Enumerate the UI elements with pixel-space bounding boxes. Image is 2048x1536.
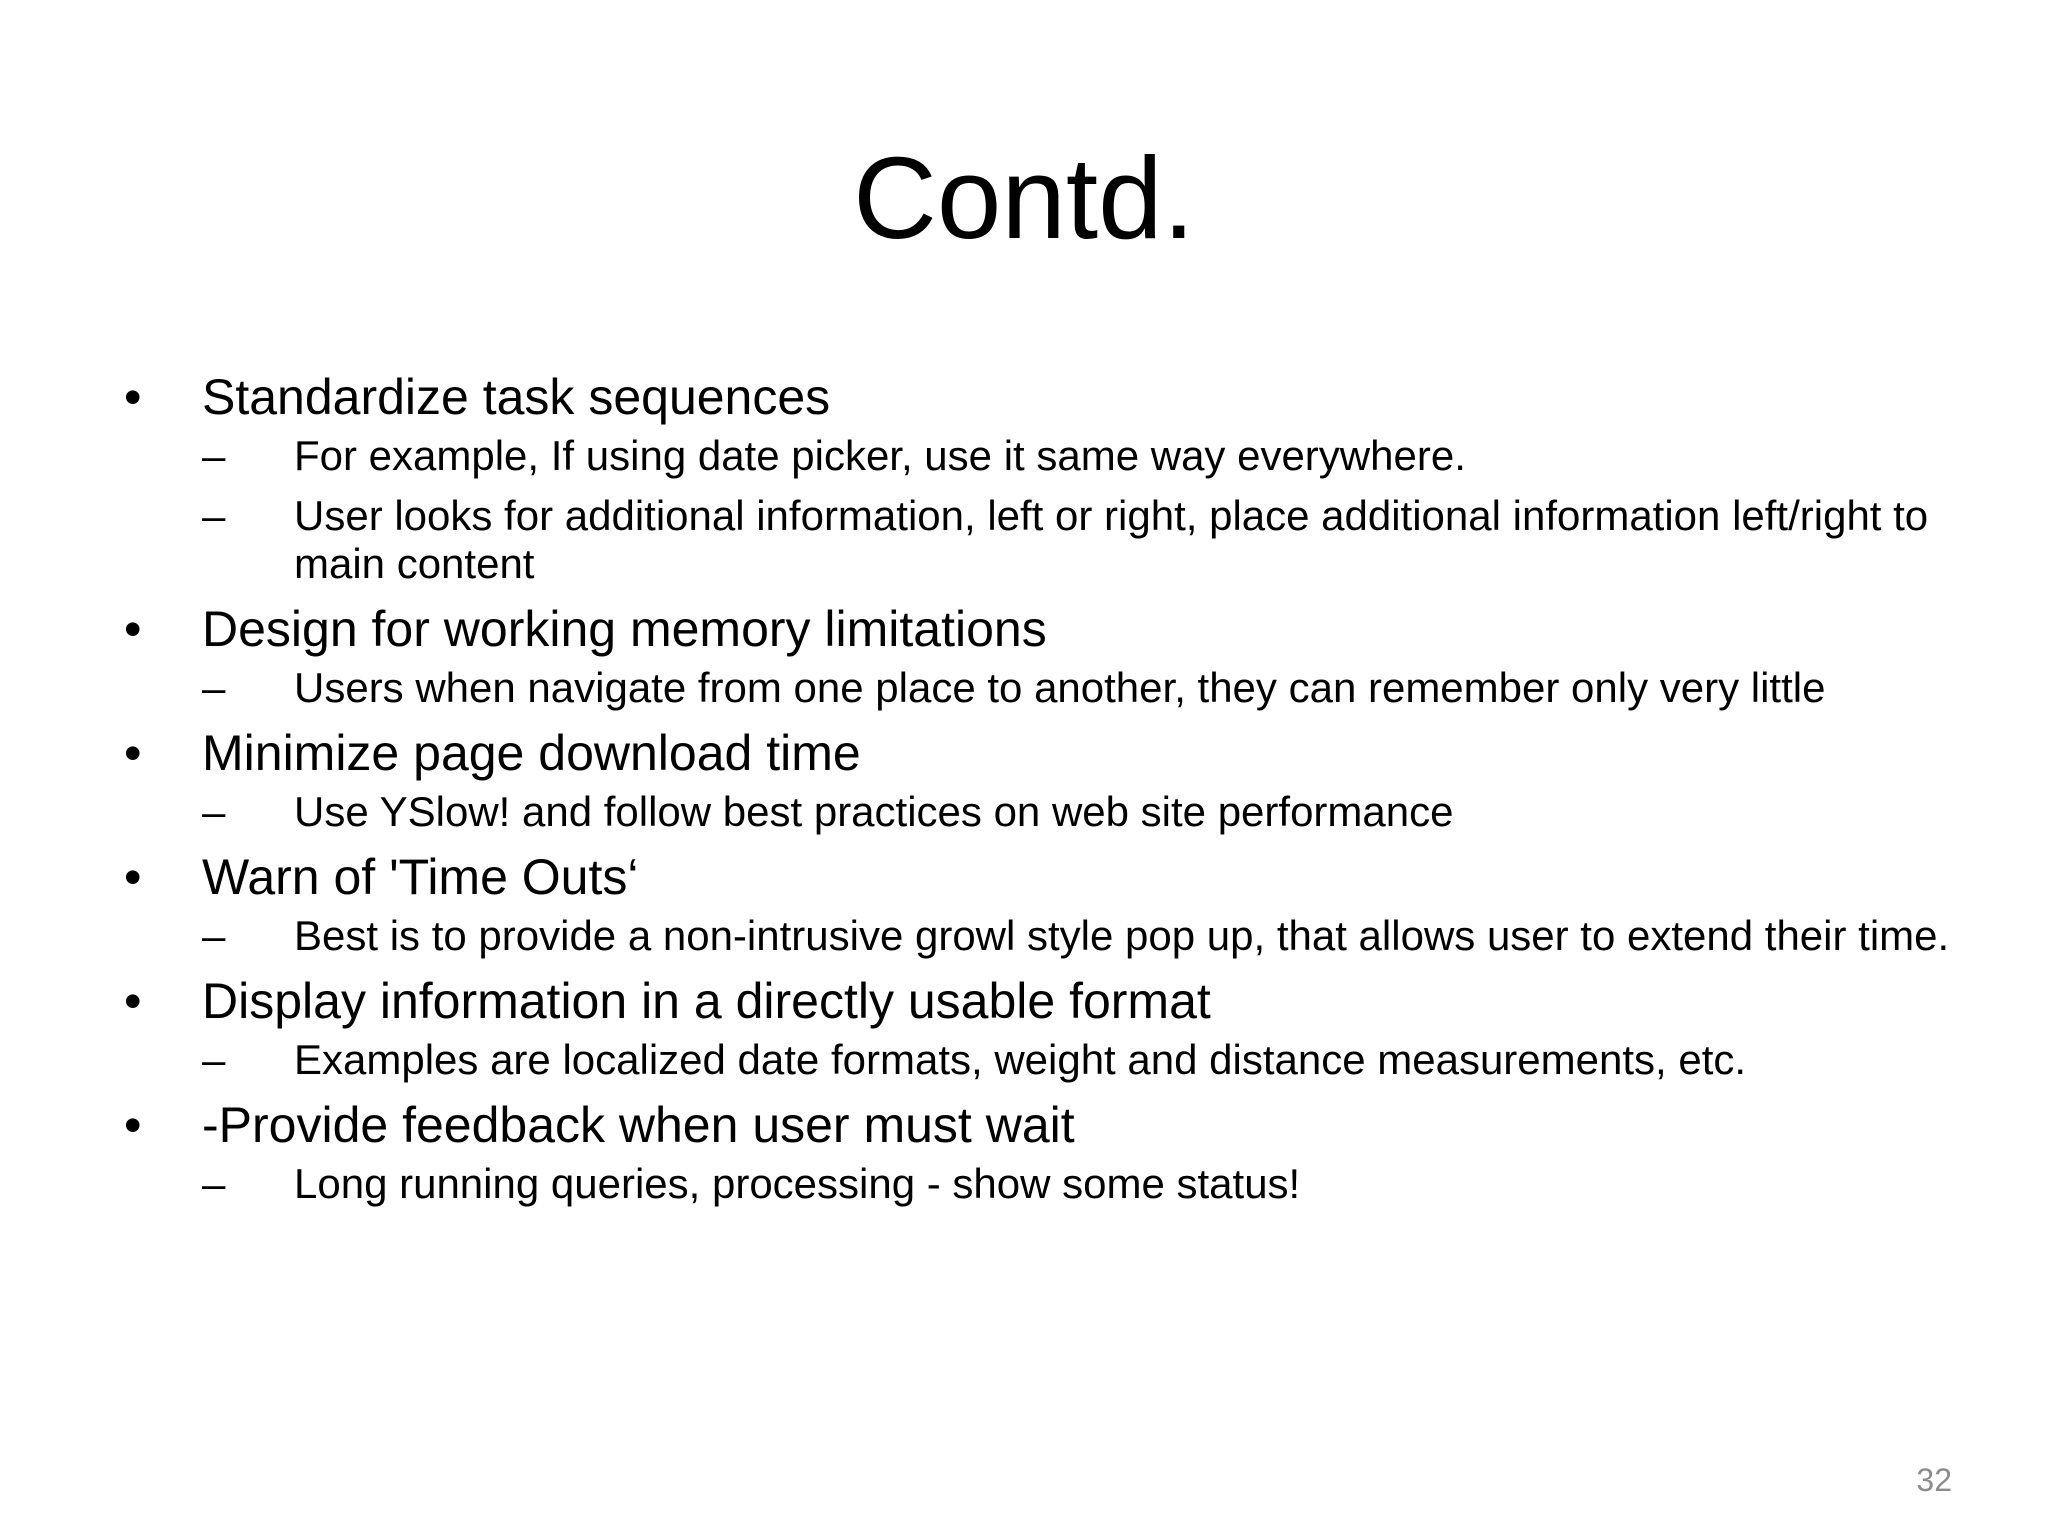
bullet-icon: •	[124, 1097, 142, 1153]
sub-list-item	[202, 492, 1950, 588]
page-number: 32	[1916, 1462, 1952, 1498]
bullet-icon: •	[124, 849, 142, 905]
sub-list	[202, 912, 1950, 960]
dash-icon: –	[202, 492, 226, 539]
list-item-text: Standardize task sequences	[202, 369, 831, 425]
sub-list	[202, 1160, 1950, 1208]
list-item	[120, 972, 1950, 1084]
sub-item-text: Use YSlow! and follow best practices on web site performance	[294, 788, 1454, 835]
sub-item-text: Examples are localized date formats, weight and distance measurements, etc.	[294, 1036, 1747, 1083]
bullet-icon: •	[124, 973, 142, 1029]
sub-list	[202, 1036, 1950, 1084]
sub-item-text: For example, If using date picker, use it same way everywhere.	[294, 432, 1466, 479]
sub-list-item	[202, 1160, 1950, 1208]
list-item-text: Minimize page download time	[202, 725, 861, 781]
dash-icon: –	[202, 912, 226, 959]
sub-item-text: Best is to provide a non-intrusive growl style pop up, that allows user to extend their time.	[294, 912, 1950, 959]
list-item-text: Display information in a directly usable format	[202, 973, 1211, 1029]
sub-item-text: Users when navigate from one place to another, they can remember only very little	[294, 664, 1826, 711]
sub-list	[202, 664, 1950, 712]
sub-list-item	[202, 912, 1950, 960]
dash-icon: –	[202, 1036, 226, 1083]
sub-item-text: User looks for additional information, left or right, place additional information left/right to main content	[294, 492, 1929, 587]
sub-list-item	[202, 788, 1950, 836]
sub-list-item	[202, 1036, 1950, 1084]
sub-list-item	[202, 664, 1950, 712]
sub-item-text: Long running queries, processing - show some status!	[294, 1160, 1301, 1207]
sub-list	[202, 788, 1950, 836]
list-item	[120, 368, 1950, 588]
sub-list-item	[202, 432, 1950, 480]
sub-list	[202, 432, 1950, 588]
list-item-text: -Provide feedback when user must wait	[202, 1097, 1075, 1153]
bullet-list	[120, 368, 1950, 1220]
list-item	[120, 724, 1950, 836]
list-item	[120, 848, 1950, 960]
list-item	[120, 1096, 1950, 1208]
dash-icon: –	[202, 1160, 226, 1207]
dash-icon: –	[202, 432, 226, 479]
list-item-text: Design for working memory limitations	[202, 601, 1047, 657]
dash-icon: –	[202, 664, 226, 711]
bullet-icon: •	[124, 601, 142, 657]
dash-icon: –	[202, 788, 226, 835]
list-item-text: Warn of 'Time Outs‘	[202, 849, 639, 905]
slide-title: Contd.	[853, 133, 1195, 263]
list-item	[120, 600, 1950, 712]
bullet-icon: •	[124, 369, 142, 425]
bullet-icon: •	[124, 725, 142, 781]
